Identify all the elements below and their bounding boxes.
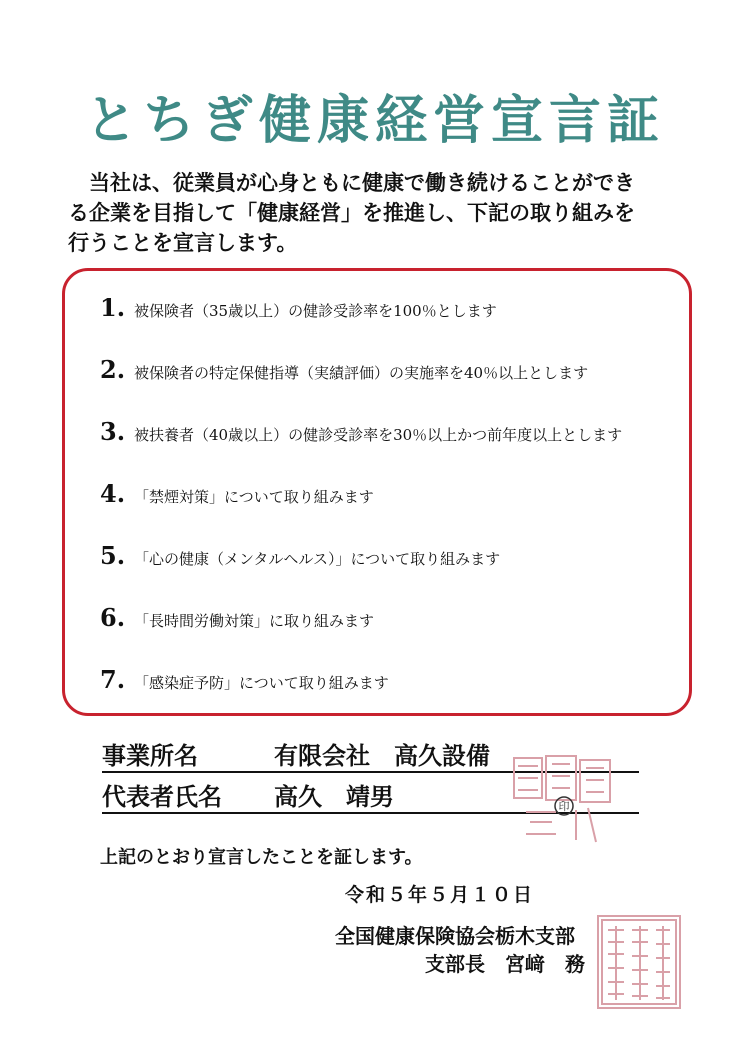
issuer-organization: 全国健康保険協会栃木支部	[335, 924, 575, 948]
commitment-item	[100, 603, 374, 633]
commitment-text: 「長時間労働対策」に取り組みます	[134, 612, 375, 630]
commitment-item	[100, 479, 374, 509]
commitment-item	[100, 293, 497, 323]
commitment-item	[100, 665, 389, 695]
commitment-text: 「禁煙対策」について取り組みます	[134, 488, 374, 506]
commitment-number: 3.	[100, 417, 126, 446]
commitment-item	[100, 417, 622, 447]
issuer-signatory: 支部長 宮﨑 務	[425, 952, 585, 976]
commitment-number: 5.	[100, 541, 126, 570]
commitment-item	[100, 355, 588, 385]
commitment-text: 被扶養者（40歳以上）の健診受診率を30％以上かつ前年度以上とします	[134, 426, 623, 444]
commitment-text: 「感染症予防」について取り組みます	[134, 674, 389, 692]
company-name-label: 事業所名	[102, 741, 198, 770]
issue-date: 令和５年５月１０日	[345, 884, 535, 906]
commitment-number: 7.	[100, 665, 126, 694]
company-name-value: 有限会社 高久設備	[274, 741, 490, 770]
seal-mark-text: 印	[558, 800, 570, 813]
commitment-number: 1.	[100, 293, 126, 322]
commitment-text: 「心の健康（メンタルヘルス）」について取り組みます	[134, 550, 501, 568]
intro-line: 行うことを宣言します。	[68, 230, 298, 255]
commitment-text: 被保険者（35歳以上）の健診受診率を100％とします	[134, 302, 497, 320]
representative-value: 高久 靖男	[274, 782, 394, 811]
commitment-number: 2.	[100, 355, 126, 384]
certification-text: 上記のとおり宣言したことを証します。	[100, 847, 423, 868]
commitment-number: 4.	[100, 479, 126, 508]
intro-paragraph	[68, 168, 688, 258]
representative-label: 代表者氏名	[102, 782, 222, 811]
issuer-official-seal	[594, 912, 684, 1012]
intro-line: 当社は、従業員が心身ともに健康で働き続けることができ	[68, 170, 635, 195]
intro-line: る企業を目指して「健康経営」を推進し、下記の取り組みを	[68, 200, 635, 225]
company-seal-stamp	[506, 752, 618, 848]
commitments-box	[62, 268, 692, 716]
page-title: とちぎ健康経営宣言証	[84, 90, 665, 151]
commitment-item	[100, 541, 500, 571]
commitment-text: 被保険者の特定保健指導（実績評価）の実施率を40％以上とします	[134, 364, 589, 382]
commitment-number: 6.	[100, 603, 126, 632]
